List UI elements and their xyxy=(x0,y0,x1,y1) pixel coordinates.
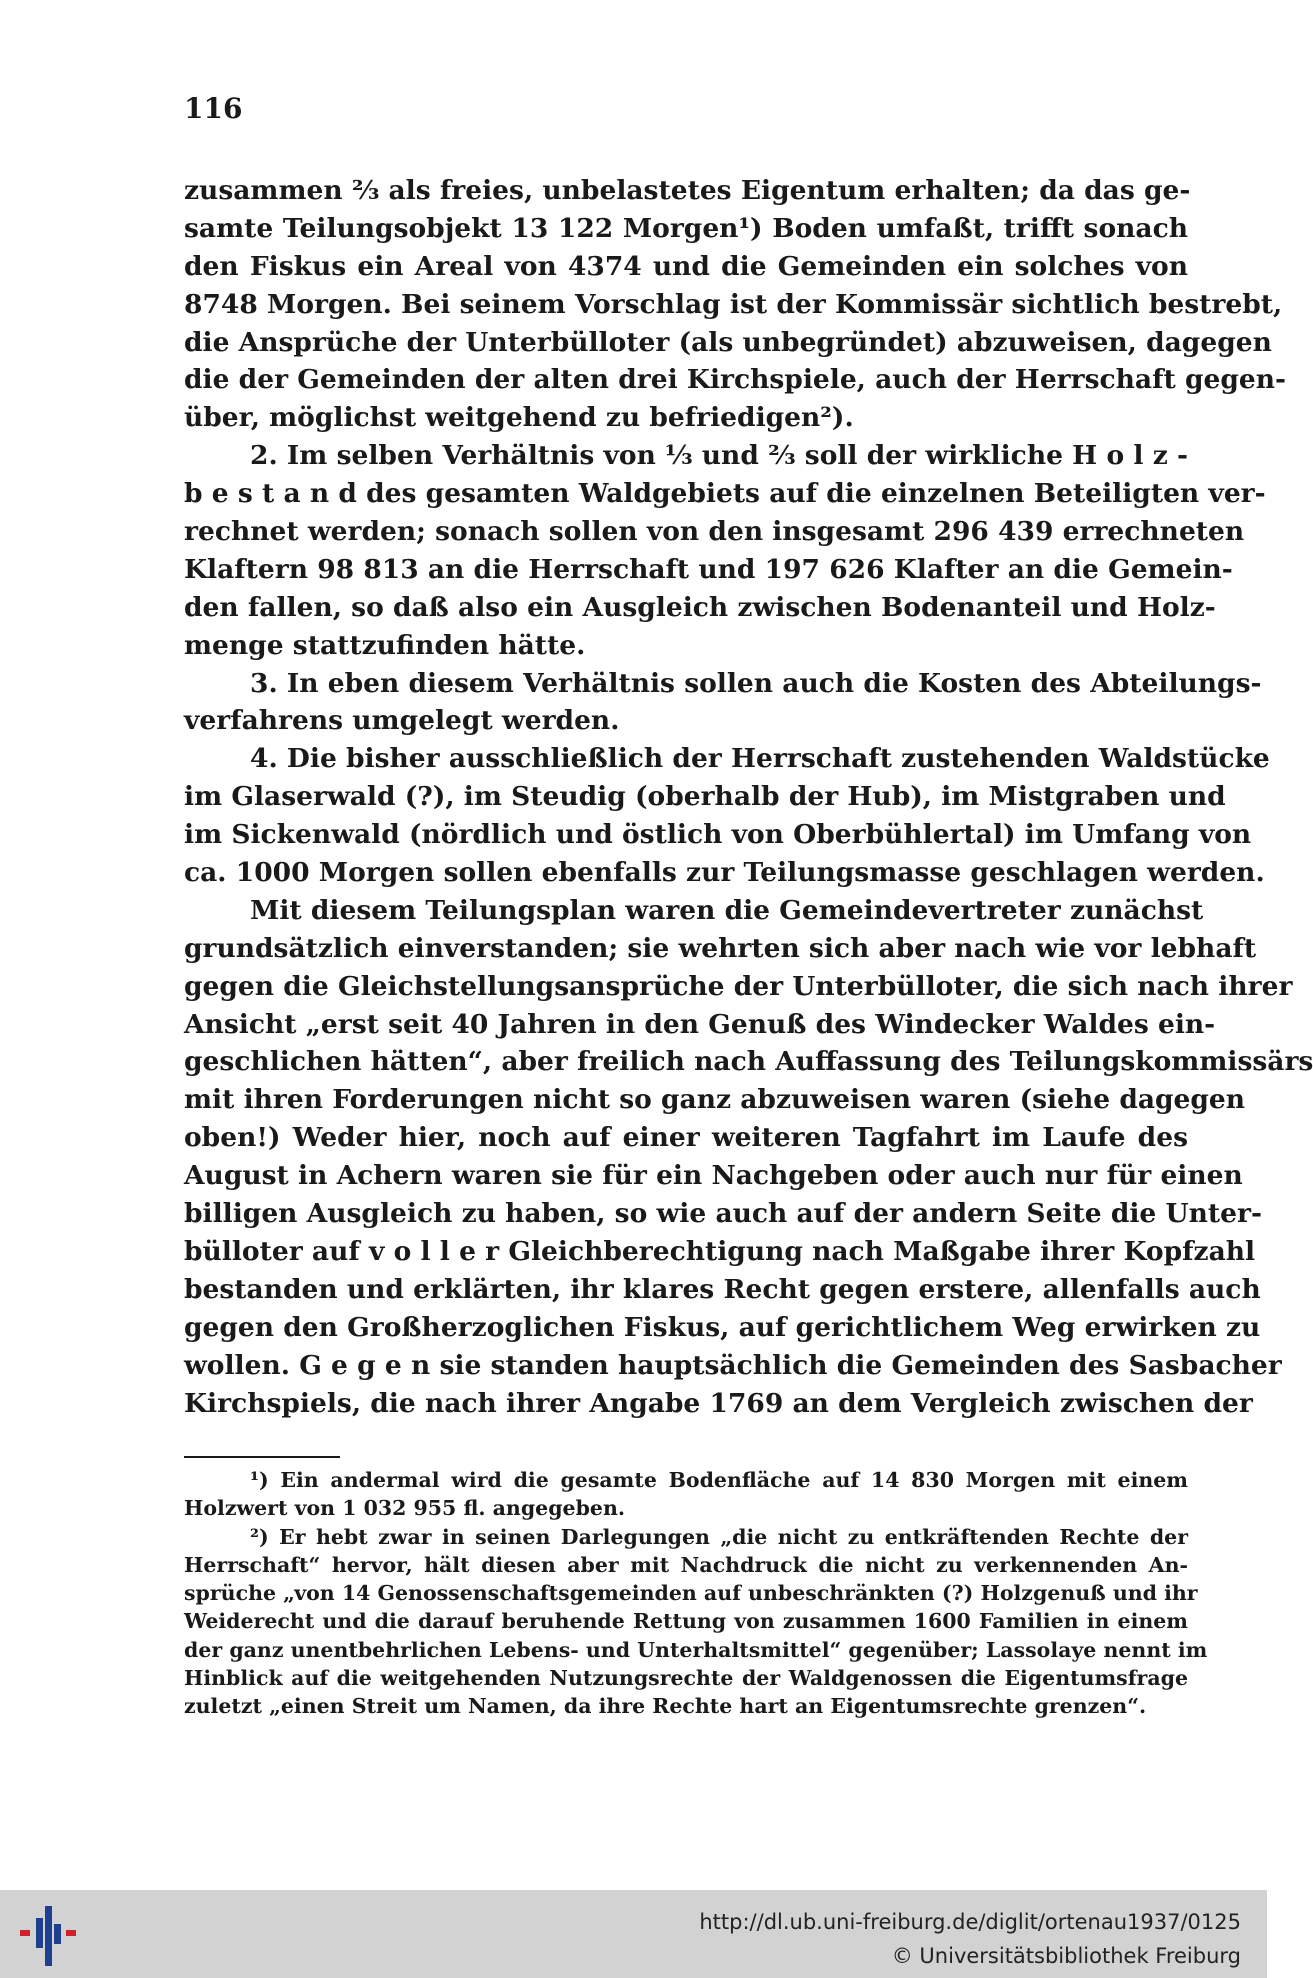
text-line: verfahrens umgelegt werden. xyxy=(184,705,620,737)
text-line: zusammen ⅔ als freies, unbelastetes Eigentum erhalten; da das ge- xyxy=(184,175,1191,206)
text-line: ca. 1000 Morgen sollen ebenfalls zur Teilungsmasse geschlagen werden. xyxy=(184,857,1265,889)
footnote-line: Herrschaft“ hervor, hält diesen aber mit Nachdruck die nicht zu verkennenden An- xyxy=(184,1552,1188,1577)
footnote-line: der ganz unentbehrlichen Lebens- und Unterhaltsmittel“ gegenüber; Lassolaye nennt im xyxy=(184,1637,1208,1662)
text-line: Klaftern 98 813 an die Herrschaft und 197 626 Klafter an die Gemein- xyxy=(184,553,1233,585)
text-line: billigen Ausgleich zu haben, so wie auch auf der andern Seite die Unter- xyxy=(184,1198,1262,1230)
text-line: 8748 Morgen. Bei seinem Vorschlag ist der Kommissär sichtlich bestrebt, xyxy=(184,288,1283,320)
footnote-line: ¹) Ein andermal wird die gesamte Bodenfläche auf 14 830 Morgen mit einem xyxy=(250,1468,1188,1492)
copyright-notice: © Universitätsbibliothek Freiburg xyxy=(891,1944,1241,1968)
text-line: mit ihren Forderungen nicht so ganz abzuweisen waren (siehe dagegen xyxy=(184,1084,1246,1116)
footnote-line: Holzwert von 1 032 955 fl. angegeben. xyxy=(184,1496,625,1521)
text-line: 4. Die bisher ausschließlich der Herrschaft zustehenden Waldstücke xyxy=(250,743,1270,775)
text-line: samte Teilungsobjekt 13 122 Morgen¹) Boden umfaßt, trifft sonach xyxy=(184,212,1188,244)
footnote-line: ²) Er hebt zwar in seinen Darlegungen „die nicht zu entkräftenden Rechte der xyxy=(250,1524,1188,1549)
footnote-line: zuletzt „einen Streit um Namen, da ihre Rechte hart an Eigentumsrechte grenzen“. xyxy=(184,1694,1147,1719)
text-line: 3. In eben diesem Verhältnis sollen auch die Kosten des Abteilungs- xyxy=(250,667,1262,699)
text-line: menge stattzufinden hätte. xyxy=(184,629,586,661)
text-line: gegen die Gleichstellungsansprüche der Unterbülloter, die sich nach ihrer xyxy=(184,970,1293,1002)
footnote-line: Hinblick auf die weitgehenden Nutzungsrechte der Waldgenossen die Eigentumsfrage xyxy=(184,1666,1188,1691)
text-line: geschlichen hätten“, aber freilich nach Auffassung des Teilungskommissärs xyxy=(184,1046,1313,1078)
page-number: 116 xyxy=(184,92,243,125)
text-line: Kirchspiels, die nach ihrer Angabe 1769 an dem Vergleich zwischen der xyxy=(184,1387,1253,1419)
body-text xyxy=(184,172,1313,1422)
text-line: Ansicht „erst seit 40 Jahren in den Genuß des Windecker Waldes ein- xyxy=(184,1008,1216,1040)
text-line: über, möglichst weitgehend zu befriedigen²). xyxy=(184,402,854,434)
text-line: 2. Im selben Verhältnis von ⅓ und ⅔ soll der wirkliche H o l z - xyxy=(250,440,1188,472)
text-line: grundsätzlich einverstanden; sie wehrten sich aber nach wie vor lebhaft xyxy=(184,932,1257,964)
text-line: b e s t a n d des gesamten Waldgebiets auf die einzelnen Beteiligten ver- xyxy=(184,478,1266,510)
footnote-divider xyxy=(184,1456,340,1458)
text-line: August in Achern waren sie für ein Nachgeben oder auch nur für einen xyxy=(184,1160,1243,1192)
text-line: rechnet werden; sonach sollen von den insgesamt 296 439 errechneten xyxy=(184,516,1245,548)
text-line: den Fiskus ein Areal von 4374 und die Gemeinden ein solches von xyxy=(184,250,1188,282)
text-line: wollen. G e g e n sie standen hauptsächlich die Gemeinden des Sasbacher xyxy=(184,1349,1282,1381)
text-line: Mit diesem Teilungsplan waren die Gemeindevertreter zunächst xyxy=(250,894,1204,926)
text-line: im Glaserwald (?), im Steudig (oberhalb der Hub), im Mistgraben und xyxy=(184,781,1226,813)
footnotes xyxy=(184,1466,1208,1721)
text-line: bestanden und erklärten, ihr klares Recht gegen erstere, allenfalls auch xyxy=(184,1273,1261,1305)
text-line: die der Gemeinden der alten drei Kirchspiele, auch der Herrschaft gegen- xyxy=(184,364,1287,396)
text-line: die Ansprüche der Unterbülloter (als unbegründet) abzuweisen, dagegen xyxy=(184,326,1272,358)
text-line: gegen den Großherzoglichen Fiskus, auf gerichtlichem Weg erwirken zu xyxy=(184,1311,1261,1343)
source-url-link[interactable]: http://dl.ub.uni-freiburg.de/diglit/ortenau1937/0125 xyxy=(699,1910,1241,1934)
text-line: bülloter auf v o l l e r Gleichberechtigung nach Maßgabe ihrer Kopfzahl xyxy=(184,1235,1256,1267)
text-line: den fallen, so daß also ein Ausgleich zwischen Bodenanteil und Holz- xyxy=(184,591,1216,623)
footnote-line: Weiderecht und die darauf beruhende Rettung von zusammen 1600 Familien in einem xyxy=(184,1609,1188,1634)
text-line: oben!) Weder hier, noch auf einer weiteren Tagfahrt im Laufe des xyxy=(184,1122,1188,1154)
ub-freiburg-logo-icon xyxy=(16,1900,80,1970)
footer-bar xyxy=(0,1890,1267,1978)
footnote-line: sprüche „von 14 Genossenschaftsgemeinden auf unbeschränkten (?) Holzgenuß und ihr xyxy=(184,1581,1198,1606)
text-line: im Sickenwald (nördlich und östlich von Oberbühlertal) im Umfang von xyxy=(184,819,1252,851)
